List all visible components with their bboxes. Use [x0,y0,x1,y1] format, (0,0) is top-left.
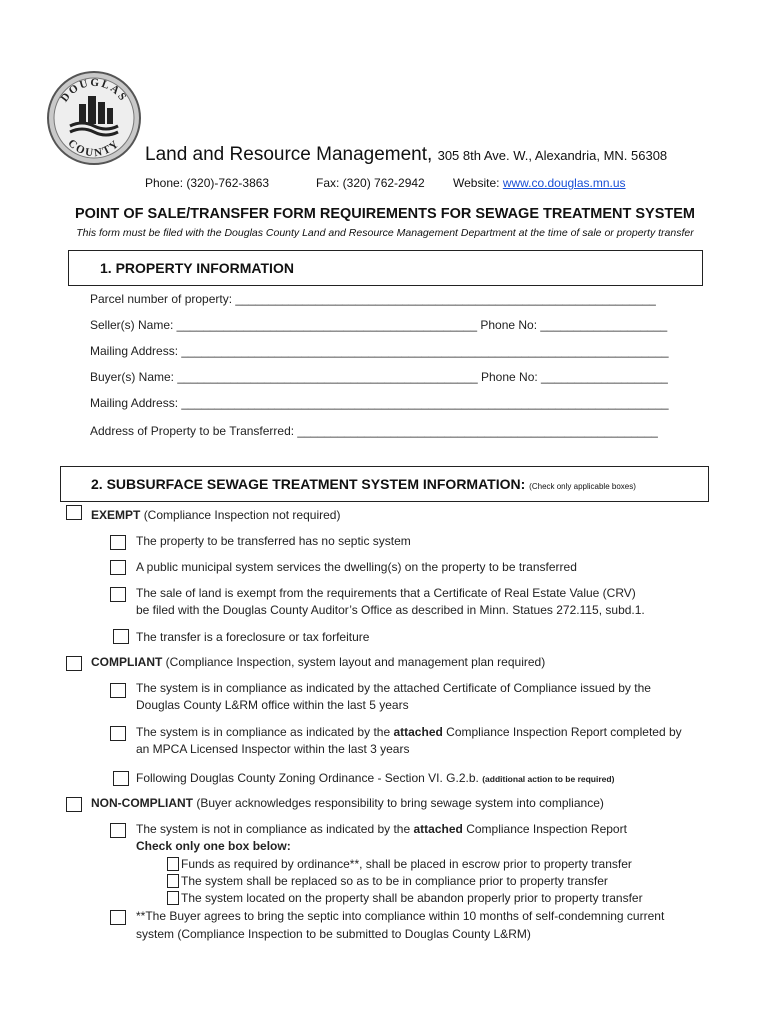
logo-text-top: DOUGLAS [58,76,130,105]
abandon-system-checkbox[interactable] [167,891,179,905]
crv-exempt-checkbox[interactable] [110,587,126,602]
foreclosure-text: The transfer is a foreclosure or tax forfeiture [136,630,370,644]
replace-system-text: The system shall be replaced so as to be in compliance prior to property transfer [181,874,608,888]
phone: Phone: (320)-762-3863 [145,176,270,190]
exempt-row [91,507,340,524]
section-1-header [68,250,703,286]
zoning-ordinance-note: (additional action to be required) [482,774,615,784]
not-in-compliance-text [136,821,627,838]
seller-name-field[interactable]: Seller(s) Name: _____________________________________________ Phone No: ___________________ [90,318,668,332]
noncompliant-row [91,795,604,812]
not-in-compliance-checkbox[interactable] [110,823,126,838]
logo-text-bottom: COUNTY [65,137,123,160]
escrow-text: Funds as required by ordinance**, shall be placed in escrow prior to property transfer [181,857,632,871]
no-septic-text: The property to be transferred has no septic system [136,534,411,548]
buyer-agrees-checkbox[interactable] [110,910,126,925]
department-name: Land and Resource Management, [145,144,433,165]
not-in-compliance-pre: The system is not in compliance as indicated by the [136,822,411,836]
inspection-report-bold: attached [393,725,443,739]
buyer-agrees-text-1: **The Buyer agrees to bring the septic into compliance within 10 months of self-condemning current [136,909,665,923]
municipal-system-text: A public municipal system services the dwelling(s) on the property to be transferred [136,560,577,574]
website-link[interactable]: www.co.douglas.mn.us [502,176,626,190]
escrow-checkbox[interactable] [167,857,179,871]
parcel-number-field[interactable]: Parcel number of property: _______________________________________________________________ [90,292,656,306]
municipal-system-checkbox[interactable] [110,560,126,575]
not-in-compliance-bold: attached [413,822,463,836]
inspection-report-text-1 [136,724,682,741]
certificate-compliance-checkbox[interactable] [110,683,126,698]
section-2-heading: 2. SUBSURFACE SEWAGE TREATMENT SYSTEM INFORMATION: [91,476,526,492]
form-subtitle: This form must be filed with the Douglas County Land and Resource Management Department at the time of sale or property transfer [76,227,694,239]
inspection-report-text-2: an MPCA Licensed Inspector within the last 3 years [136,742,410,756]
seller-mailing-address-field[interactable]: Mailing Address: _________________________________________________________________________ [90,344,669,358]
section-1-title: 1. PROPERTY INFORMATION [100,260,294,276]
inspection-report-pre: The system is in compliance as indicated by the [136,725,391,739]
zoning-ordinance-text: Following Douglas County Zoning Ordinance - Section VI. G.2.b. [136,771,479,785]
header-line [145,144,667,166]
zoning-ordinance-checkbox[interactable] [113,771,129,786]
section-2-note: (Check only applicable boxes) [529,482,636,491]
fax: Fax: (320) 762-2942 [316,176,425,190]
noncompliant-checkbox[interactable] [66,797,82,812]
compliant-row [91,654,545,671]
crv-exempt-text-2: be filed with the Douglas County Auditor’s Office as described in Minn. Statues 272.115, subd.1. [136,603,645,617]
buyer-mailing-address-field[interactable]: Mailing Address: _________________________________________________________________________ [90,396,669,410]
buyer-agrees-text-2: system (Compliance Inspection to be submitted to Douglas County L&RM) [136,927,531,941]
crv-exempt-text-1: The sale of land is exempt from the requirements that a Certificate of Real Estate Value (CRV) [136,586,636,600]
exempt-desc: (Compliance Inspection not required) [143,508,341,522]
no-septic-checkbox[interactable] [110,535,126,550]
exempt-checkbox[interactable] [66,505,82,520]
certificate-compliance-text-1: The system is in compliance as indicated by the attached Certificate of Compliance issued by the [136,681,651,695]
website-row [453,176,626,190]
section-2-header [60,466,709,502]
form-title: POINT OF SALE/TRANSFER FORM REQUIREMENTS FOR SEWAGE TREATMENT SYSTEM [74,206,696,222]
compliant-checkbox[interactable] [66,656,82,671]
zoning-ordinance-row [136,770,614,788]
douglas-county-logo [46,70,142,166]
check-only-one-label: Check only one box below: [136,839,291,853]
property-address-field[interactable]: Address of Property to be Transferred: ______________________________________________________ [90,424,658,438]
certificate-compliance-text-2: Douglas County L&RM office within the last 5 years [136,698,409,712]
replace-system-checkbox[interactable] [167,874,179,888]
inspection-report-post: Compliance Inspection Report completed by [446,725,682,739]
abandon-system-text: The system located on the property shall be abandon properly prior to property transfer [181,891,643,905]
compliant-label: COMPLIANT [91,655,163,669]
not-in-compliance-post: Compliance Inspection Report [466,822,627,836]
compliant-desc: (Compliance Inspection, system layout and management plan required) [165,655,546,669]
noncompliant-desc: (Buyer acknowledges responsibility to bring sewage system into compliance) [196,796,604,810]
foreclosure-checkbox[interactable] [113,629,129,644]
buyer-name-field[interactable]: Buyer(s) Name: _____________________________________________ Phone No: ___________________ [90,370,668,384]
noncompliant-label: NON-COMPLIANT [91,796,193,810]
section-2-title [91,476,636,492]
exempt-label: EXEMPT [91,508,141,522]
inspection-report-checkbox[interactable] [110,726,126,741]
website-label: Website: [453,176,500,190]
department-address: 305 8th Ave. W., Alexandria, MN. 56308 [437,148,668,163]
